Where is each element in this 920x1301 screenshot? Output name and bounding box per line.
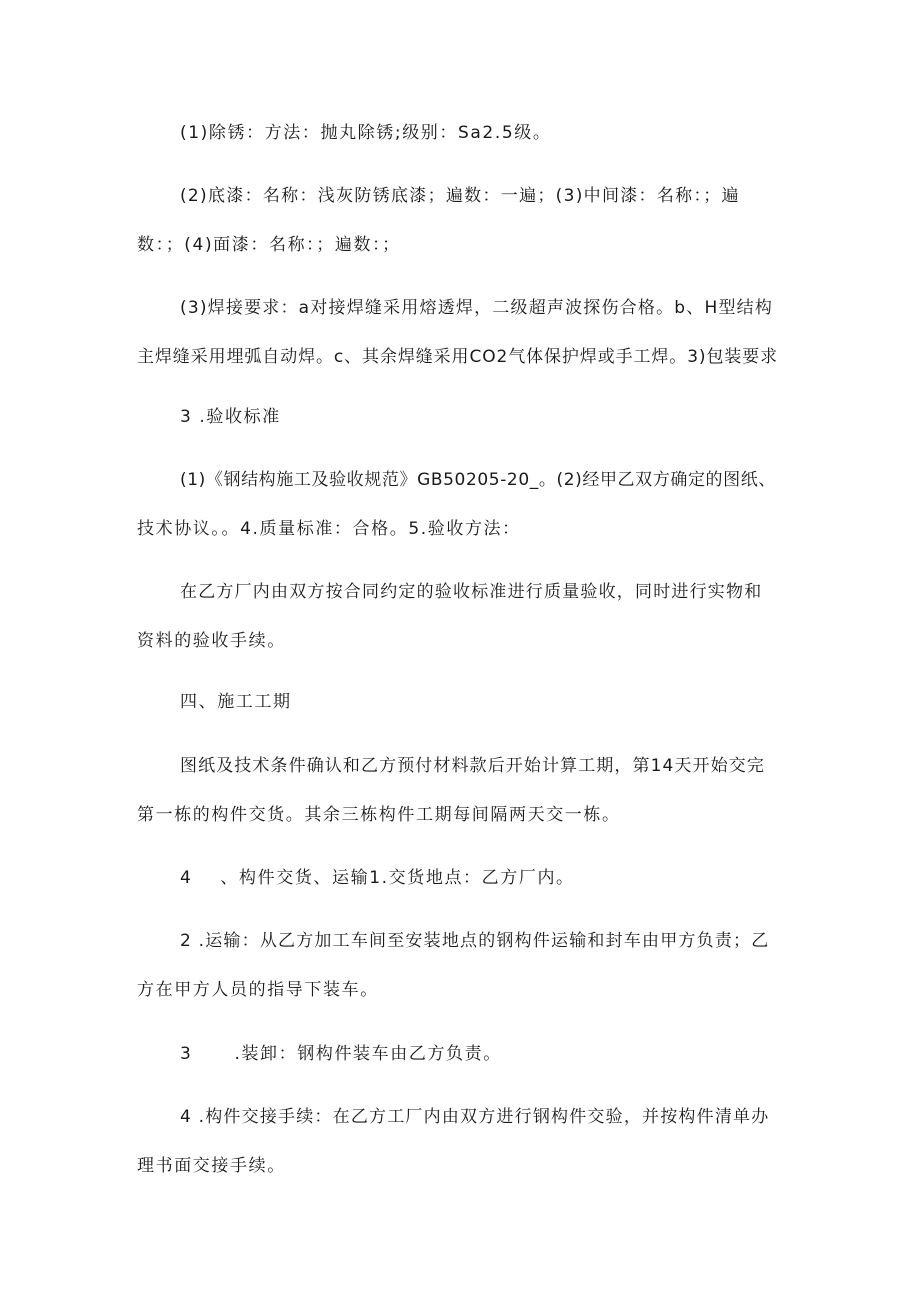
paragraph-derusting: (1)除锈：方法：抛丸除锈;级别：Sa2.5级。 (180, 123, 552, 143)
paragraph-handover-line-1: 4 .构件交接手续：在乙方工厂内由双方进行钢构件交验，并按构件清单办 (180, 1107, 770, 1127)
paragraph-inspection-line-1: 在乙方厂内由双方按合同约定的验收标准进行质量验收，同时进行实物和 (180, 582, 763, 602)
paragraph-primer-line-2: 数：；(4)面漆：名称：；遍数：； (137, 235, 401, 255)
paragraph-handover-line-2: 理书面交接手续。 (137, 1156, 286, 1176)
paragraph-acceptance-line-1: (1)《钢结构施工及验收规范》GB50205-20_。(2)经甲乙双方确定的图纸、 (180, 470, 776, 490)
paragraph-acceptance-line-2: 技术协议。。4.质量标准：合格。5.验收方法： (137, 519, 521, 539)
paragraph-inspection-line-2: 资料的验收手续。 (137, 631, 286, 651)
section-construction-period: 四、施工工期 (180, 692, 292, 712)
paragraph-schedule-line-1: 图纸及技术条件确认和乙方预付材料款后开始计算工期，第14天开始交完 (180, 756, 765, 776)
paragraph-schedule-line-2: 第一栋的构件交货。其余三栋构件工期每间隔两天交一栋。 (137, 805, 621, 825)
paragraph-primer-line-1: (2)底漆：名称：浅灰防锈底漆；遍数：一遍；(3)中间漆：名称：；遍 (180, 186, 740, 206)
section-acceptance-standard: 3 .验收标准 (180, 407, 281, 427)
paragraph-transport-line-1: 2 .运输：从乙方加工车间至安装地点的钢构件运输和封车由甲方负责；乙 (180, 931, 770, 951)
paragraph-loading: 3 .装卸：钢构件装车由乙方负责。 (180, 1044, 502, 1064)
paragraph-welding-line-1: (3)焊接要求：a对接焊缝采用熔透焊，二级超声波探伤合格。b、H型结构 (180, 298, 774, 318)
section-delivery-transport: 4 、构件交货、运输1.交货地点：乙方厂内。 (180, 868, 575, 888)
paragraph-transport-line-2: 方在甲方人员的指导下装车。 (137, 980, 379, 1000)
paragraph-welding-line-2: 主焊缝采用埋弧自动焊。c、其余焊缝采用CO2气体保护焊或手工焊。3)包装要求 (137, 347, 779, 367)
